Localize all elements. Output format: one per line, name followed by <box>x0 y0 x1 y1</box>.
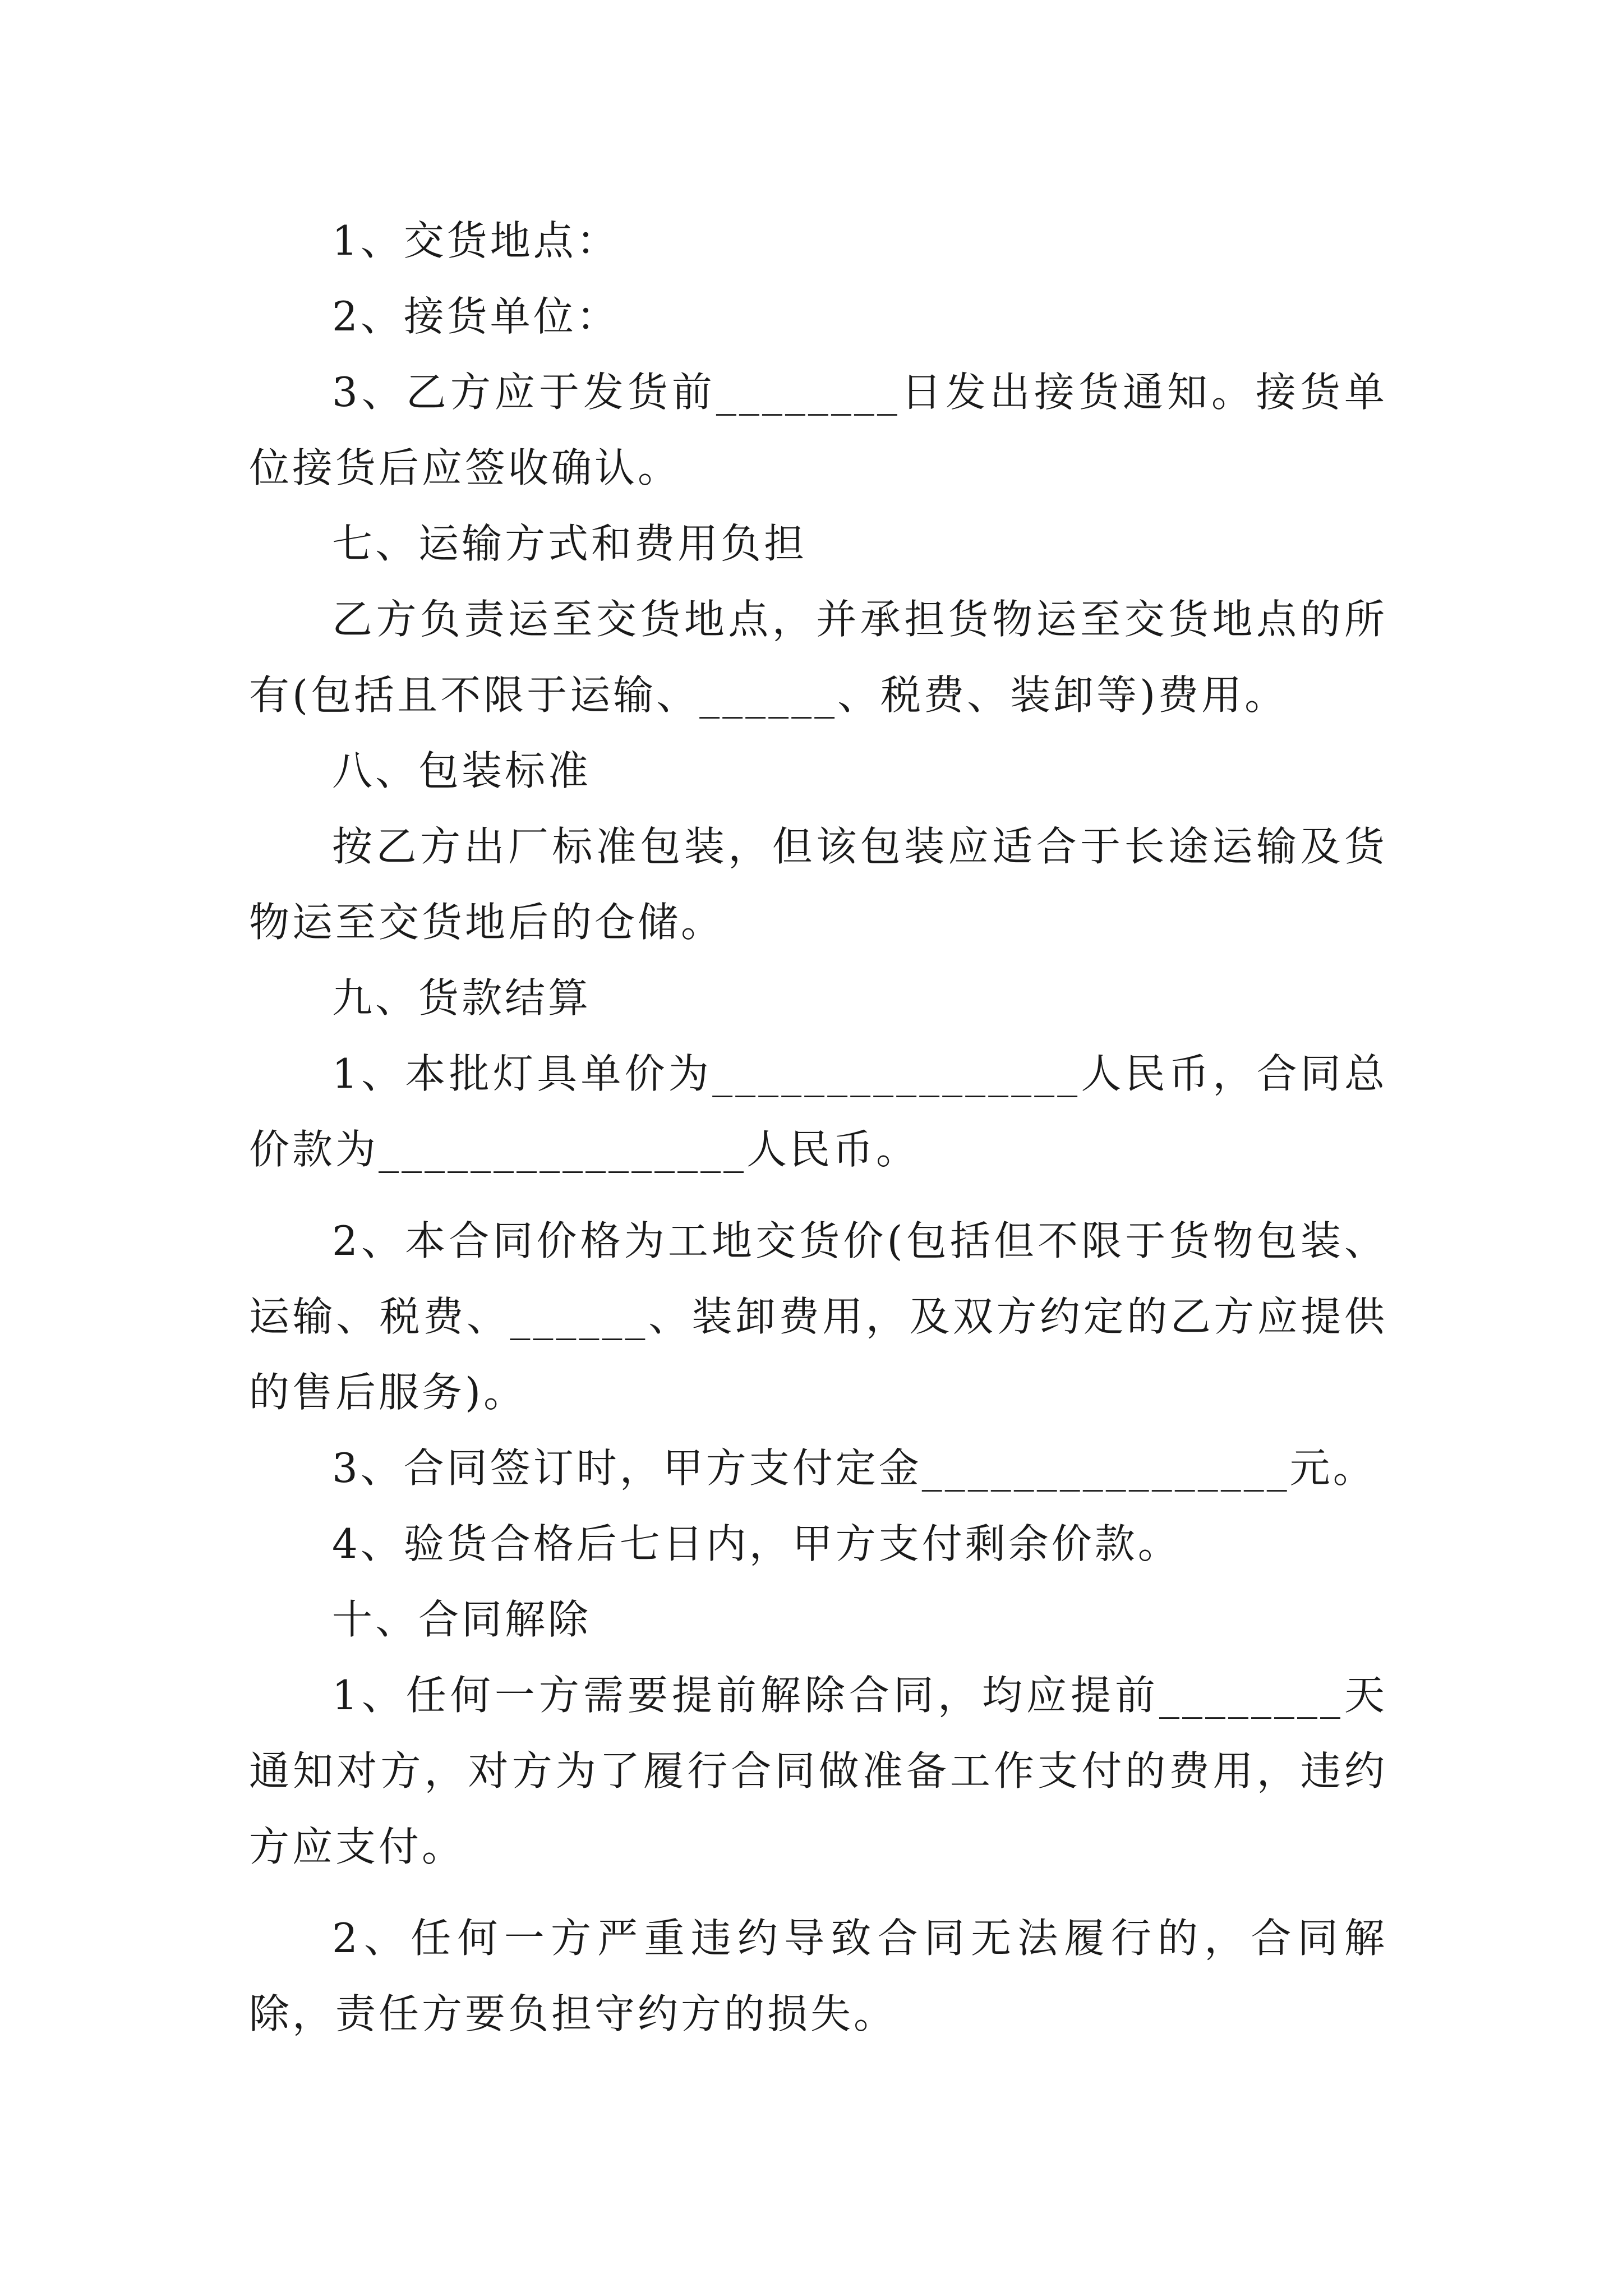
paragraph-delivery-location: 1、交货地点： <box>332 217 620 264</box>
document-page <box>249 203 1387 2052</box>
section-heading-transport: 七、运输方式和费用负担 <box>332 520 808 567</box>
paragraph-receiving-unit: 2、接货单位： <box>332 293 620 340</box>
section-heading-packaging: 八、包装标准 <box>332 747 592 794</box>
paragraph-breach-termination: 2、任何一方严重违约导致合同无法履行的，合同解除，责任方要负担守约方的损失。 <box>249 1915 1387 2037</box>
paragraph-deposit: 3、合同签订时，甲方支付定金________________元。 <box>332 1444 1376 1492</box>
paragraph-receipt-notice: 3、乙方应于发货前________日发出接货通知。接货单位接货后应签收确认。 <box>249 369 1387 491</box>
paragraph-price-terms: 2、本合同价格为工地交货价(包括但不限于货物包装、运输、税费、______、装卸费用，及双方约定的乙方应提供的售后服务)。 <box>249 1217 1387 1416</box>
paragraph-packaging-standard: 按乙方出厂标准包装，但该包装应适合于长途运输及货物运至交货地后的仓储。 <box>249 823 1387 946</box>
paragraph-early-termination: 1、任何一方需要提前解除合同，均应提前________天通知对方，对方为了履行合同做准备工作支付的费用，违约方应支付。 <box>249 1672 1387 1870</box>
paragraph-unit-price: 1、本批灯具单价为________________人民币，合同总价款为________________人民币。 <box>249 1050 1387 1173</box>
section-heading-settlement: 九、货款结算 <box>332 974 592 1022</box>
section-heading-termination: 十、合同解除 <box>332 1596 592 1643</box>
paragraph-transport-costs: 乙方负责运至交货地点，并承担货物运至交货地点的所有(包括且不限于运输、______、税费、装卸等)费用。 <box>249 596 1387 719</box>
paragraph-final-payment: 4、验货合格后七日内，甲方支付剩余价款。 <box>332 1520 1181 1567</box>
